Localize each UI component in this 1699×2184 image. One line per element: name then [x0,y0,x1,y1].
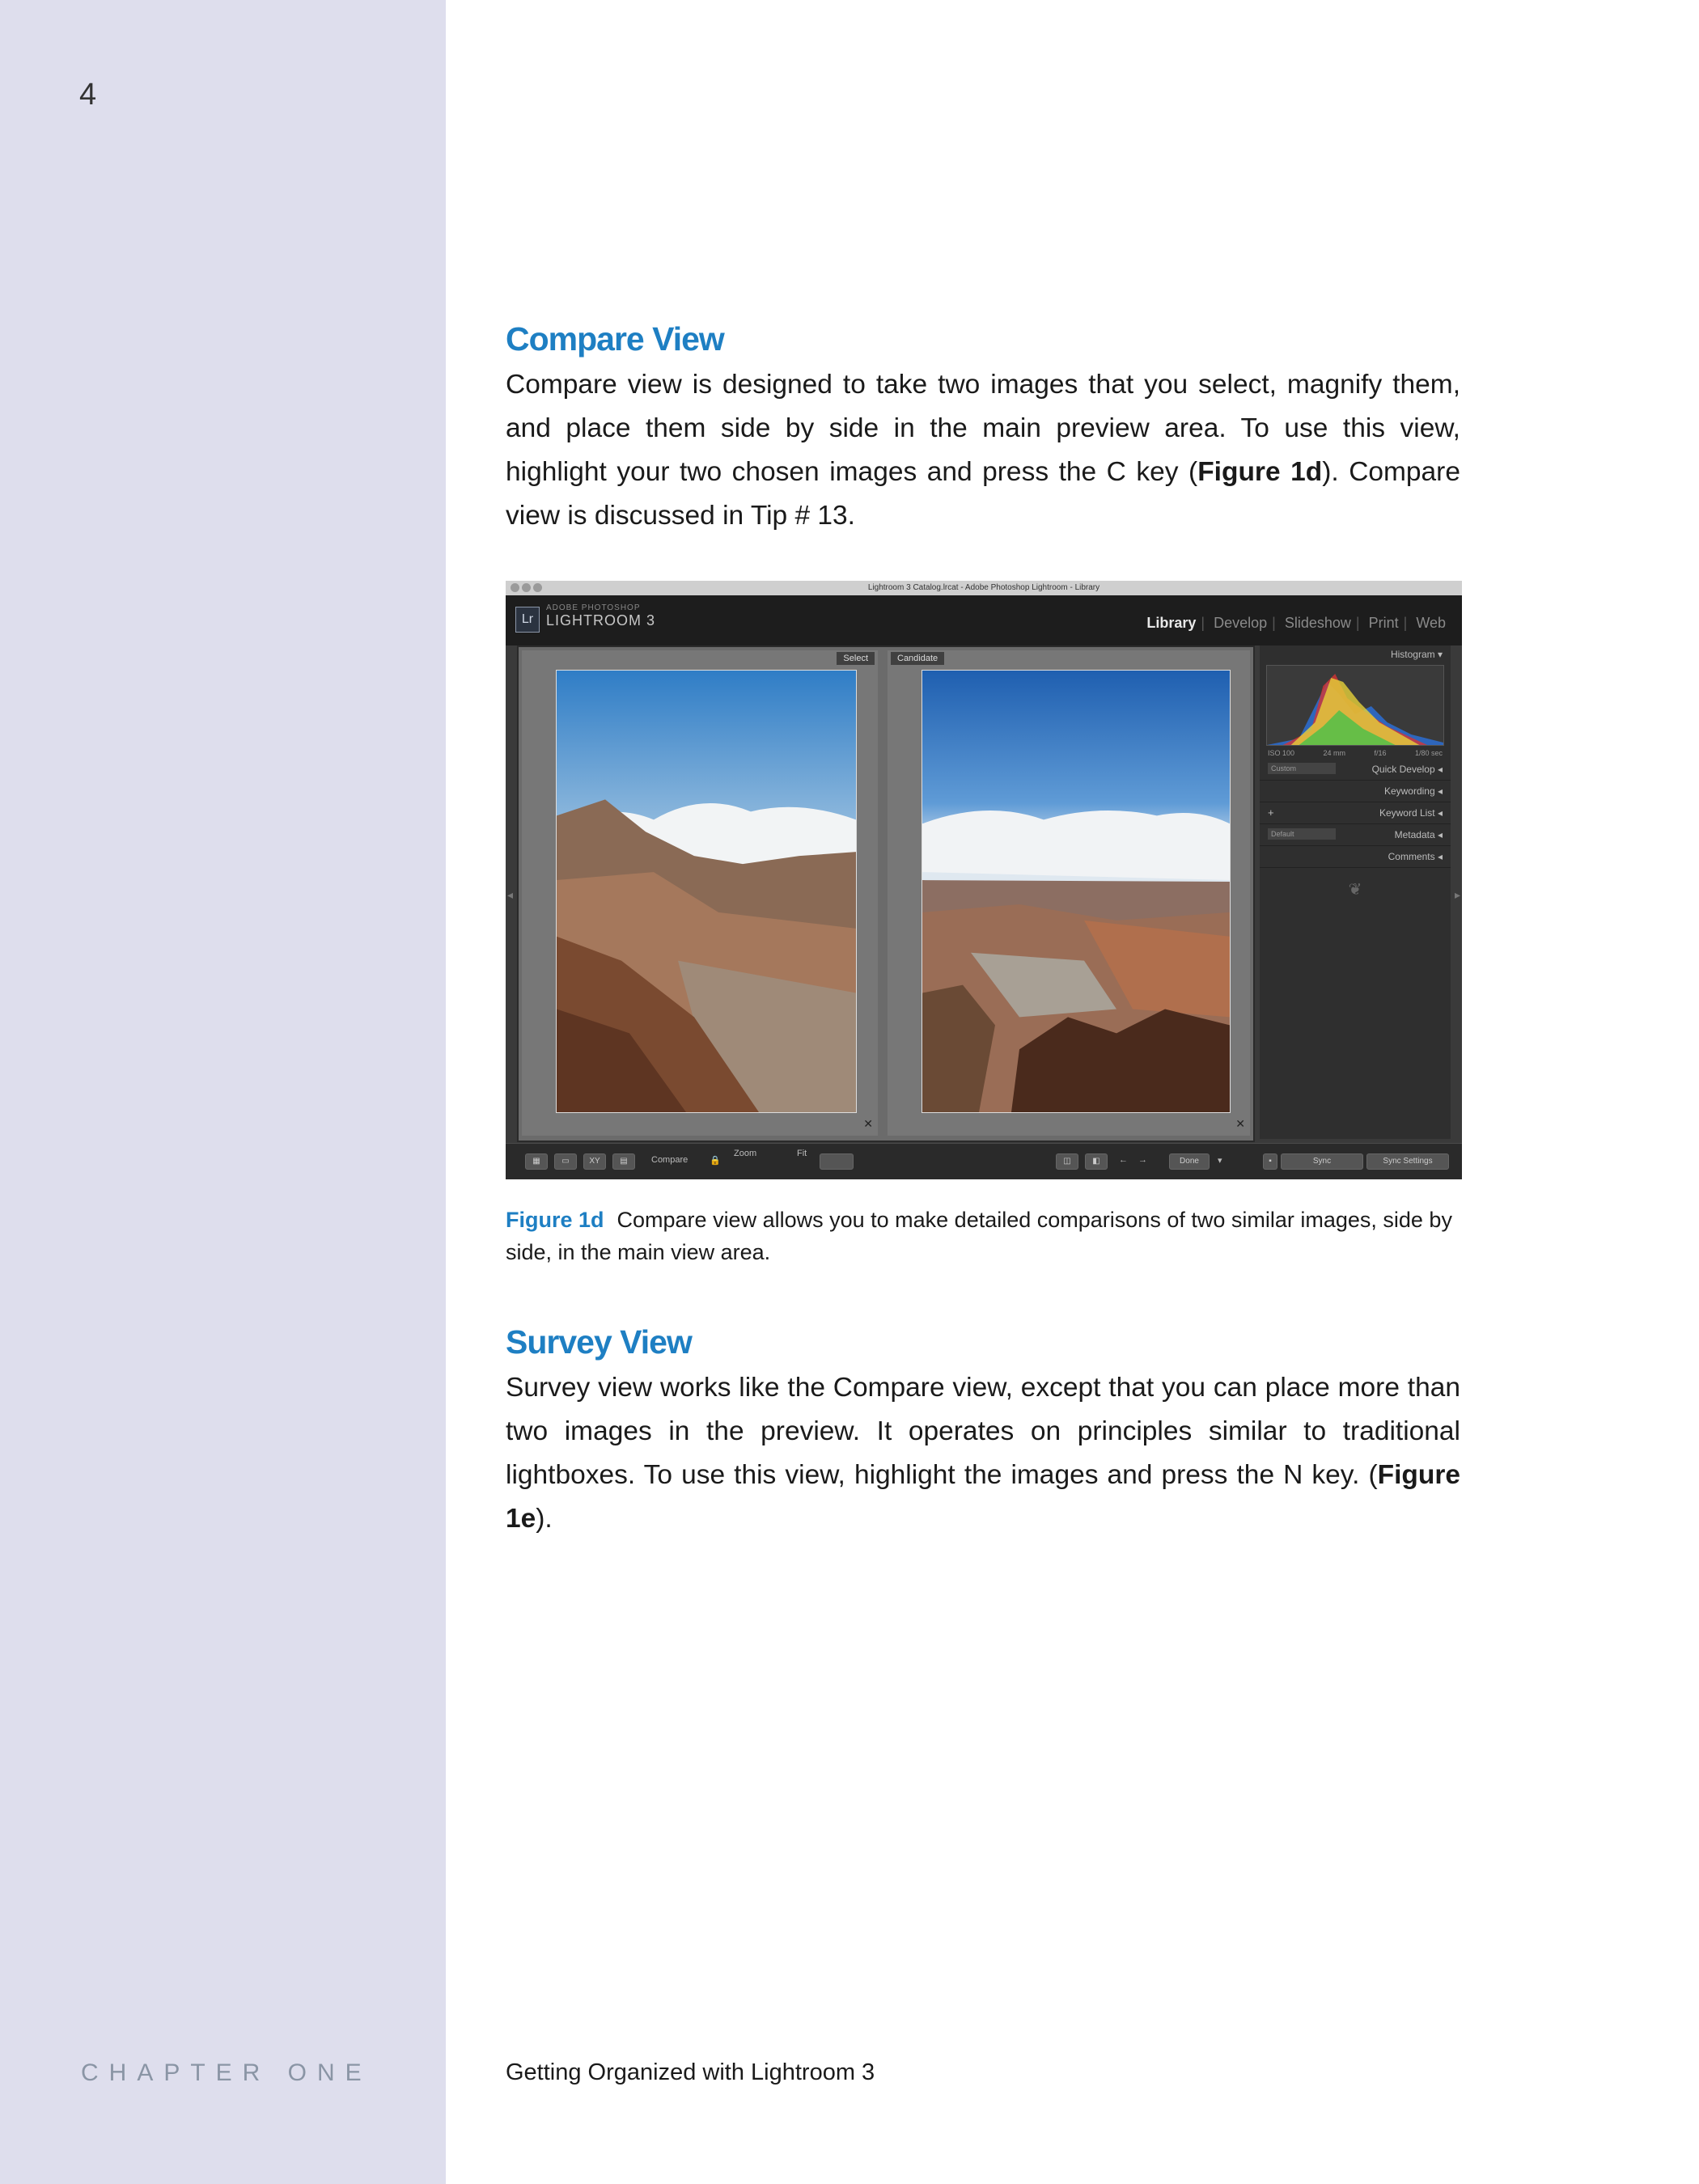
section-heading-compare: Compare View [506,320,724,358]
right-panel-toggle-icon[interactable]: ▸ [1454,888,1460,901]
module-print[interactable]: Print [1368,615,1399,631]
panel-keywording[interactable]: Keywording ◂ [1260,781,1451,802]
figure-reference[interactable]: Figure 1e [506,1460,1460,1534]
compare-view-icon[interactable]: XY [583,1153,606,1170]
grid-view-icon[interactable]: ▦ [525,1153,548,1170]
left-panel-toggle-icon[interactable]: ◂ [507,888,514,901]
sync-toggle[interactable]: ▪ [1263,1153,1277,1170]
zoom-label: Zoom [734,1149,757,1158]
panel-end-ornament-icon: ❦ [1348,881,1362,899]
previous-arrow-icon[interactable]: ← [1119,1155,1128,1165]
page-number: 4 [79,78,97,112]
hist-iso: ISO 100 [1268,749,1295,757]
swap-button[interactable] [820,1153,854,1170]
lightroom-header [506,595,1462,645]
chapter-label: CHAPTER ONE [81,2059,372,2086]
figure-reference[interactable]: Figure 1d [1197,457,1323,487]
module-develop[interactable]: Develop [1214,615,1268,631]
module-web[interactable]: Web [1416,615,1446,631]
chevron-down-icon[interactable]: ▾ [1218,1156,1222,1166]
make-select-icon[interactable]: ◧ [1085,1153,1108,1170]
plus-icon[interactable]: + [1268,806,1274,819]
lightroom-screenshot [506,581,1462,1179]
body-text: Compare view is designed to take two images that you select, magnify them, and place them side by side in the main preview area. To use this view, highlight your two chosen images and press the C key ( [506,370,1460,487]
panel-metadata-label: Metadata [1394,829,1435,840]
sync-button[interactable]: Sync [1281,1153,1363,1170]
hist-shutter: 1/80 sec [1414,749,1443,757]
panel-metadata[interactable]: Default Metadata ◂ [1260,824,1451,846]
chapter-sidebar [0,0,446,2184]
select-candidate-icon[interactable]: ◫ [1056,1153,1078,1170]
panel-comments[interactable]: Comments ◂ [1260,846,1451,868]
panel-keyword-list-label: Keyword List [1379,807,1435,819]
compare-view-section [506,320,1460,538]
panel-keyword-list[interactable]: + Keyword List ◂ [1260,802,1451,824]
window-titlebar [506,581,1462,595]
brand-small: ADOBE PHOTOSHOP [546,603,641,612]
right-panel [1260,645,1451,1139]
survey-view-section [506,1323,1460,1541]
candidate-pane[interactable] [888,650,1250,1136]
section-body-survey [506,1366,1460,1541]
select-tag: Select [837,652,875,665]
figure-caption [506,1204,1460,1268]
module-picker: Library | Develop | Slideshow | Print | Web [1146,615,1446,631]
panel-quick-develop-label: Quick Develop [1371,764,1435,775]
candidate-photo [922,670,1231,1113]
lightroom-toolbar [506,1143,1462,1179]
histogram-graph [1266,665,1444,746]
loupe-view-icon[interactable]: ▭ [554,1153,577,1170]
compare-preview-area [517,645,1255,1142]
window-title: Lightroom 3 Catalog.lrcat - Adobe Photoshop Lightroom - Library [867,583,1100,592]
close-icon[interactable]: ✕ [1235,1117,1245,1130]
histogram-info [1260,747,1451,759]
done-button[interactable]: Done [1169,1153,1210,1170]
lightroom-body [506,645,1462,1179]
figure-label: Figure 1d [506,1208,604,1232]
panel-comments-label: Comments [1388,851,1435,862]
metadata-preset[interactable]: Default [1268,828,1336,840]
body-text: ). [536,1504,553,1534]
lightroom-brand [546,603,655,629]
body-text: Survey view works like the Compare view, except that you can place more than two images in the preview. It operates on principles similar to traditional lightboxes. To use this view, highlight the images and press the N key. ( [506,1373,1460,1490]
hist-focal: 24 mm [1323,749,1346,757]
lightroom-logo: Lr [515,607,540,633]
panel-histogram-label: Histogram [1390,649,1435,660]
next-arrow-icon[interactable]: → [1138,1155,1147,1165]
sync-settings-button[interactable]: Sync Settings [1366,1153,1449,1170]
panel-keywording-label: Keywording [1383,785,1435,797]
candidate-tag: Candidate [891,652,944,665]
figure-caption-text: Compare view allows you to make detailed comparisons of two similar images, side by side, in the main view area. [506,1208,1452,1264]
select-photo [556,670,857,1113]
brand-big: LIGHTROOM 3 [546,612,656,629]
panel-quick-develop[interactable]: Custom Quick Develop ◂ [1260,759,1451,781]
panel-histogram[interactable]: Histogram ▾ [1390,649,1443,660]
lock-icon[interactable]: 🔒 [710,1156,721,1166]
module-slideshow[interactable]: Slideshow [1284,615,1351,631]
module-library[interactable]: Library [1146,615,1197,631]
close-icon[interactable]: ✕ [863,1117,873,1130]
footer-title: Getting Organized with Lightroom 3 [506,2059,875,2085]
quick-develop-preset[interactable]: Custom [1268,763,1336,774]
body-text: ). Compare view is discussed in Tip # 13. [506,457,1460,531]
section-body-compare [506,363,1460,538]
hist-aperture: f/16 [1374,749,1387,757]
fit-label: Fit [797,1149,807,1158]
compare-label: Compare [651,1155,688,1165]
select-pane[interactable] [522,650,878,1136]
survey-view-icon[interactable]: ▤ [612,1153,635,1170]
section-heading-survey: Survey View [506,1323,692,1361]
